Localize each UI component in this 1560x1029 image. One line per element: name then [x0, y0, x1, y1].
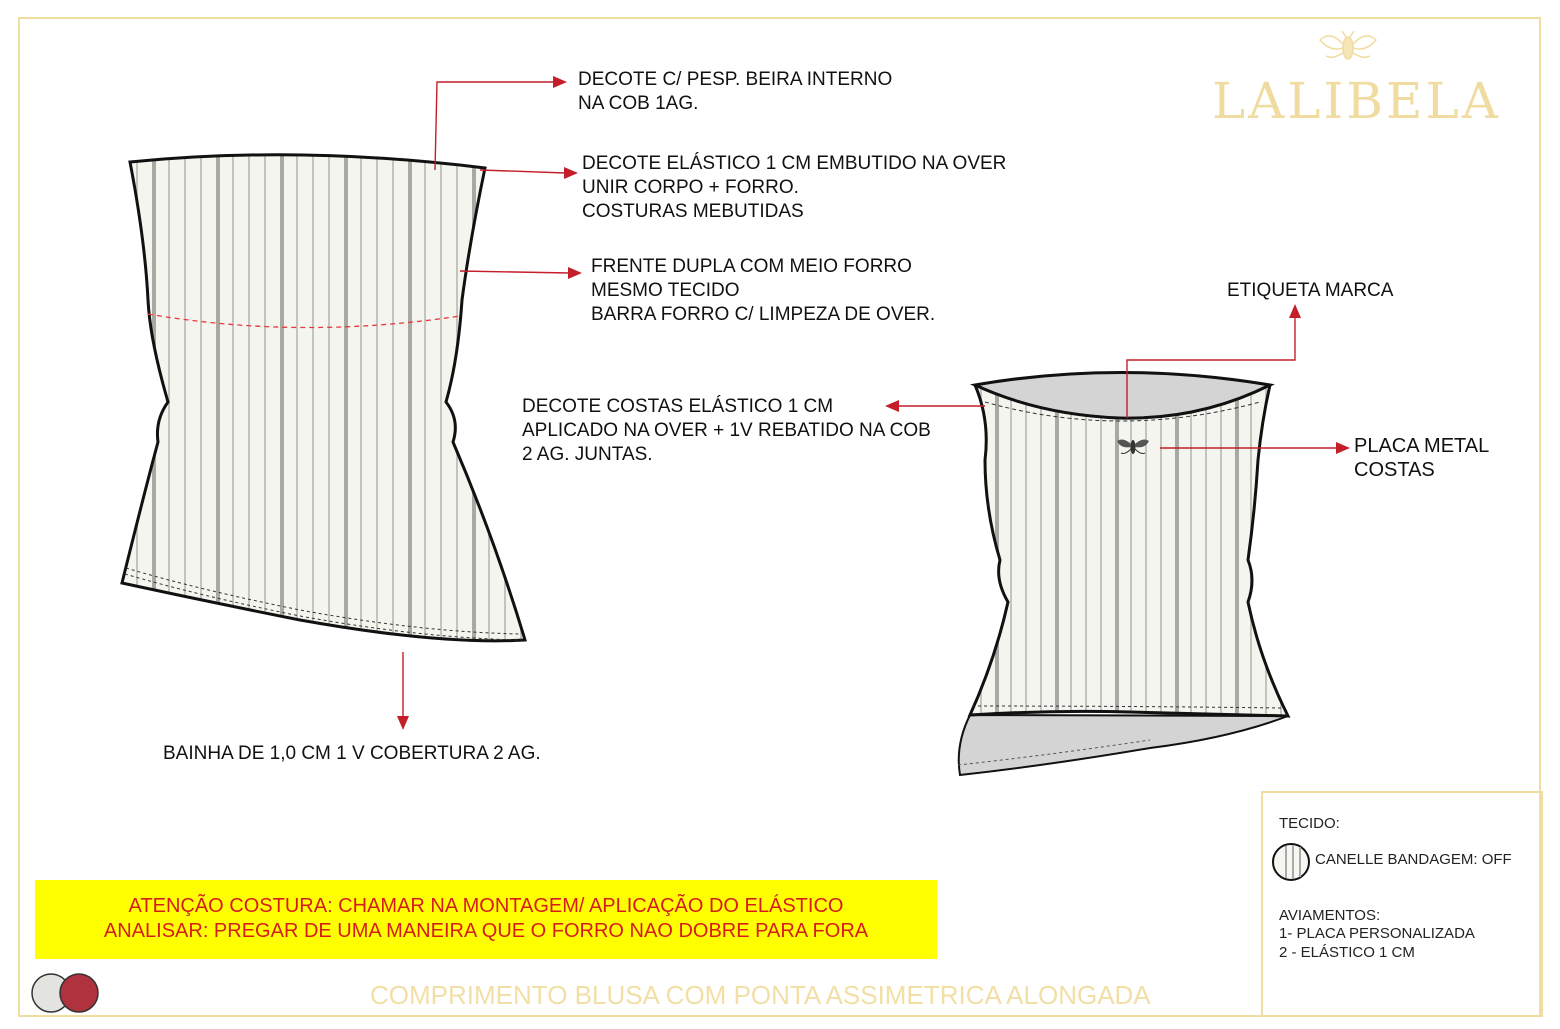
rib-stripe	[1115, 370, 1119, 730]
rib-stripe	[328, 140, 330, 660]
back-lining-flap	[959, 715, 1288, 775]
rib-stripe	[1145, 370, 1147, 730]
back-garment	[958, 370, 1288, 775]
rib-stripe	[1040, 370, 1042, 730]
rib-stripe	[216, 140, 220, 660]
rib-stripe	[200, 140, 202, 660]
rib-stripe	[1220, 370, 1222, 730]
rib-stripe	[344, 140, 348, 660]
rib-stripe	[456, 140, 458, 660]
rib-stripe	[280, 140, 284, 660]
note-line: PLACA METAL	[1354, 435, 1490, 457]
rib-stripe	[1160, 370, 1162, 730]
note-line: MESMO TECIDO	[591, 280, 740, 301]
note-line: COSTURAS MEBUTIDAS	[582, 201, 804, 222]
front-garment	[122, 140, 525, 660]
rib-stripe	[296, 140, 298, 660]
note-line: UNIR CORPO + FORRO.	[582, 177, 799, 198]
rib-stripe	[232, 140, 234, 660]
rib-stripe	[1190, 370, 1192, 730]
rib-stripe	[1130, 370, 1132, 730]
rib-stripe	[248, 140, 250, 660]
arrow-neckline	[435, 82, 555, 170]
bee-logo-icon	[1320, 31, 1376, 59]
note-line: NA COB 1AG.	[578, 93, 699, 114]
note-neckline	[578, 68, 892, 116]
spec-info-box	[1261, 791, 1543, 1017]
page-title: COMPRIMENTO BLUSA COM PONTA ASSIMETRICA ALONGADA	[370, 980, 1151, 1010]
rib-stripe	[392, 140, 394, 660]
fabric-heading: TECIDO:	[1279, 815, 1340, 832]
warning-line: ANALISAR: PREGAR DE UMA MANEIRA QUE O FORRO NAO DOBRE PARA FORA	[103, 920, 869, 942]
note-line: DECOTE ELÁSTICO 1 CM EMBUTIDO NA OVER	[582, 153, 1007, 174]
rib-stripe	[1100, 370, 1102, 730]
rib-stripe	[360, 140, 362, 660]
note-line: BARRA FORRO C/ LIMPEZA DE OVER.	[591, 304, 936, 325]
note-line: APLICADO NA OVER + 1V REBATIDO NA COB	[522, 420, 931, 441]
trim-item: 2 - ELÁSTICO 1 CM	[1279, 944, 1415, 961]
swatch-red	[60, 974, 98, 1012]
back-stripes	[980, 370, 1282, 730]
note-back-neckline	[522, 395, 931, 467]
rib-stripe	[488, 140, 490, 660]
rib-stripe	[264, 140, 266, 660]
note-line: 2 AG. JUNTAS.	[522, 444, 653, 465]
arrow-elastic	[480, 170, 566, 173]
rib-stripe	[424, 140, 426, 660]
note-line: DECOTE COSTAS ELÁSTICO 1 CM	[522, 396, 834, 417]
note-elastic	[582, 152, 1006, 224]
note-brand-label: ETIQUETA MARCA	[1227, 280, 1394, 301]
rib-stripe	[1070, 370, 1072, 730]
fabric-name: CANELLE BANDAGEM: OFF	[1315, 851, 1512, 868]
rib-stripe	[1235, 370, 1239, 730]
note-line: FRENTE DUPLA COM MEIO FORRO	[591, 256, 912, 277]
brand-logo: LALIBELA	[1212, 72, 1501, 130]
rib-stripe	[1055, 370, 1059, 730]
note-front	[591, 255, 935, 327]
rib-stripe	[1175, 370, 1179, 730]
trims-heading: AVIAMENTOS:	[1279, 907, 1381, 924]
rib-stripe	[1280, 370, 1282, 730]
rib-stripe	[376, 140, 378, 660]
rib-stripe	[440, 140, 442, 660]
note-line: COSTAS	[1354, 459, 1435, 481]
note-metal-plate	[1354, 434, 1489, 482]
sewing-warning-box	[35, 880, 937, 959]
rib-stripe	[1085, 370, 1087, 730]
arrow-front	[460, 271, 570, 273]
rib-stripe	[1265, 370, 1267, 730]
rib-stripe	[136, 140, 138, 660]
rib-stripe	[408, 140, 412, 660]
rib-stripe	[312, 140, 314, 660]
note-line: DECOTE C/ PESP. BEIRA INTERNO	[578, 69, 893, 90]
note-hem: BAINHA DE 1,0 CM 1 V COBERTURA 2 AG.	[163, 743, 541, 764]
warning-line: ATENÇÃO COSTURA: CHAMAR NA MONTAGEM/ APLICAÇÃO DO ELÁSTICO	[128, 895, 844, 917]
rib-stripe	[980, 370, 982, 730]
trim-item: 1- PLACA PERSONALIZADA	[1279, 925, 1475, 942]
color-swatches	[32, 974, 98, 1012]
rib-stripe	[1025, 370, 1027, 730]
rib-stripe	[184, 140, 186, 660]
rib-stripe	[1010, 370, 1012, 730]
rib-stripe	[1205, 370, 1207, 730]
